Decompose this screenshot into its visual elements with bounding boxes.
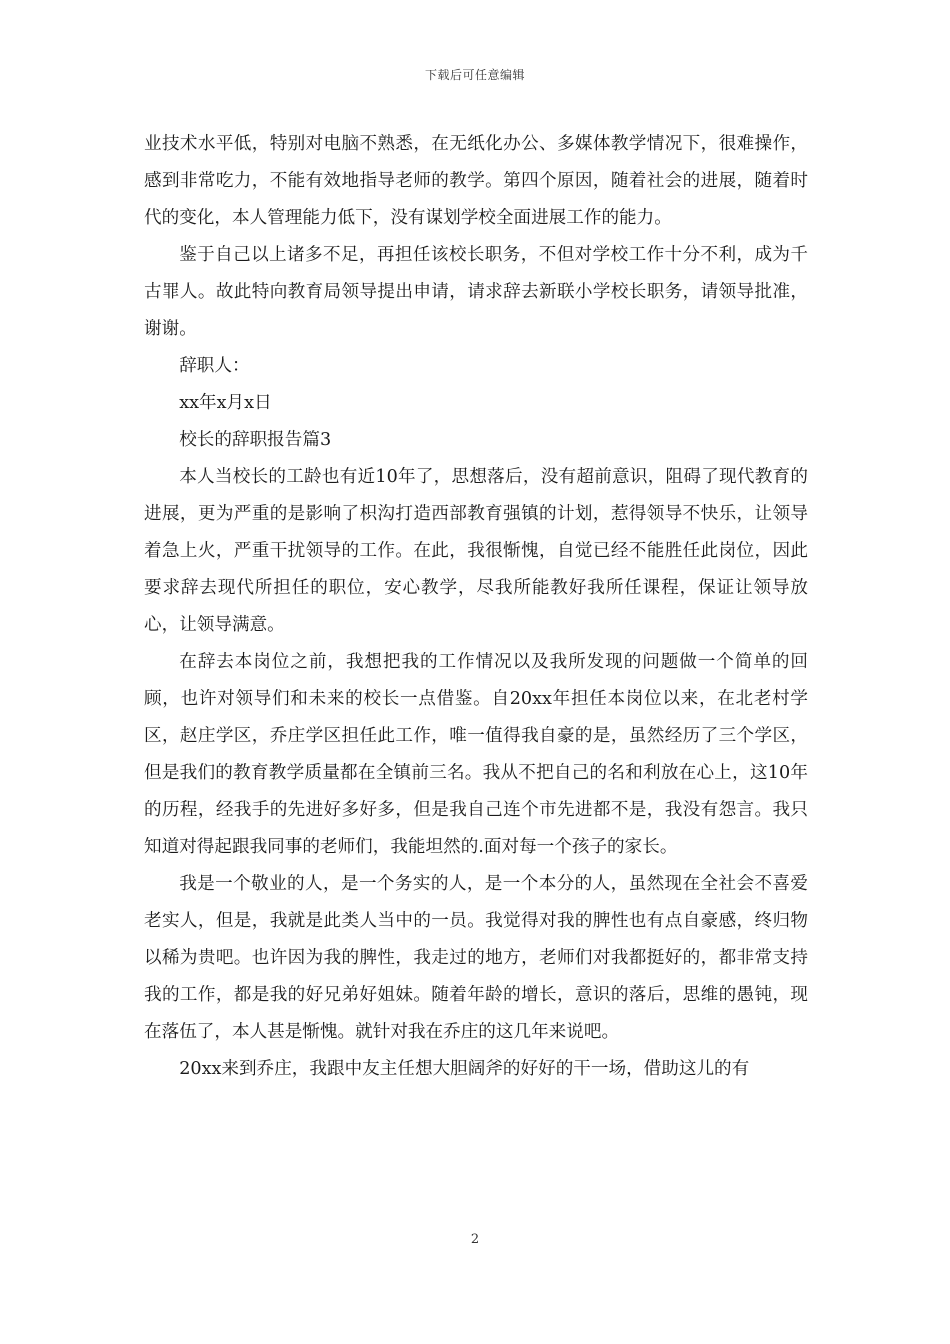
signature-label: 辞职人： — [179, 356, 250, 376]
page-header-note: 下载后可任意编辑 — [424, 68, 525, 82]
paragraph: 本人当校长的工龄也有近10年了，思想落后，没有超前意识，阻碍了现代教育的进展，更为严重的是影响了枳沟打造西部教育强镇的计划，惹得领导不快乐，让领导着急上火，严重干扰领导的工作。在此，我很惭愧，自觉已经不能胜任此岗位，因此要求辞去现代所担任的职位，安心教学，尽我所能教好我所任课程，保证让领导放心，让领导满意。 — [144, 467, 808, 635]
page-number: 2 — [470, 1232, 480, 1247]
document-body — [144, 126, 808, 1088]
paragraph: 鉴于自己以上诸多不足，再担任该校长职务，不但对学校工作十分不利，成为千古罪人。故此特向教育局领导提出申请，请求辞去新联小学校长职务，请领导批准，谢谢。 — [144, 245, 808, 339]
paragraph: 我是一个敬业的人，是一个务实的人，是一个本分的人，虽然现在全社会不喜爱老实人，但是，我就是此类人当中的一员。我觉得对我的脾性也有点自豪感，终归物以稀为贵吧。也许因为我的脾性，我走过的地方，老师们对我都挺好的，都非常支持我的工作，都是我的好兄弟好姐妹。随着年龄的增长，意识的落后，思维的愚钝，现在落伍了，本人甚是惭愧。就针对我在乔庄的这几年来说吧。 — [144, 874, 808, 1042]
section-title: 校长的辞职报告篇3 — [179, 430, 332, 450]
paragraph: 20xx来到乔庄，我跟中友主任想大胆阔斧的好好的干一场，借助这儿的有 — [179, 1059, 750, 1079]
paragraph-continuation: 业技术水平低，特别对电脑不熟悉，在无纸化办公、多媒体教学情况下，很难操作，感到非常吃力，不能有效地指导老师的教学。第四个原因，随着社会的进展，随着时代的变化，本人管理能力低下，没有谋划学校全面进展工作的能力。 — [144, 134, 808, 228]
date-line: xx年x月x日 — [179, 393, 272, 413]
paragraph: 在辞去本岗位之前，我想把我的工作情况以及我所发现的问题做一个简单的回顾，也许对领导们和未来的校长一点借鉴。自20xx年担任本岗位以来，在北老村学区，赵庄学区，乔庄学区担任此工作，唯一值得我自豪的是，虽然经历了三个学区，但是我们的教育教学质量都在全镇前三名。我从不把自己的名和利放在心上，这10年的历程，经我手的先进好多好多，但是我自己连个市先进都不是，我没有怨言。我只知道对得起跟我同事的老师们，我能坦然的.面对每一个孩子的家长。 — [144, 652, 808, 857]
